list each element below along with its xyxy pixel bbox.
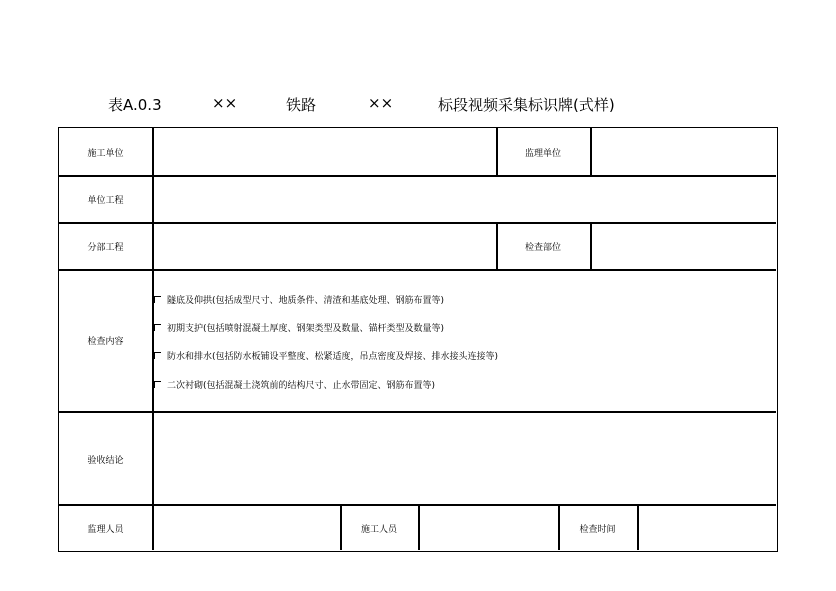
column-divider [418,504,420,550]
checkbox-icon[interactable] [154,352,161,359]
inspection-item-text: 二次衬砌(包括混凝土浇筑前的结构尺寸、止水带固定、钢筋布置等) [167,381,436,391]
title-code: 表A.0.3 [108,96,162,114]
row-divider [59,175,776,177]
row-divider [59,269,776,271]
inspection-item-text: 隧底及仰拱(包括成型尺寸、地质条件、清渣和基底处理、钢筋布置等) [167,296,445,306]
inspection-item-tunnel-floor [154,293,444,306]
checkbox-icon[interactable] [154,381,161,388]
row-divider [59,411,776,413]
inspection-part-label: 检查部位 [524,243,561,253]
inspection-item-text: 防水和排水(包括防水板铺设平整度、松紧适度，吊点密度及焊接、排水接头连接等) [167,352,499,362]
supervision-unit-label: 监理单位 [524,149,561,159]
title-rest: 标段视频采集标识牌(式样) [438,96,615,114]
title-railway: 铁路 [286,96,317,114]
checkbox-icon[interactable] [154,296,161,303]
column-divider [590,128,592,175]
inspection-item-secondary-lining [154,378,435,391]
sub-project-label: 分部工程 [87,243,124,253]
column-divider [590,222,592,269]
signboard-form-table [58,127,778,552]
inspection-item-waterproofing [154,349,498,362]
inspection-time-label: 检查时间 [579,525,616,535]
inspection-content-label: 检查内容 [87,337,124,347]
checkbox-icon[interactable] [154,324,161,331]
inspection-item-initial-support [154,321,444,334]
row-divider [59,222,776,224]
label-column-divider [152,128,154,550]
column-divider [637,504,639,550]
title-placeholder-2: ×× [368,94,394,112]
construction-unit-label: 施工单位 [87,149,124,159]
unit-project-label: 单位工程 [87,196,124,206]
acceptance-conclusion-label: 验收结论 [87,456,124,466]
constructor-label: 施工人员 [360,525,397,535]
inspection-item-text: 初期支护(包括喷射混凝土厚度、钢架类型及数量、锚杆类型及数量等) [167,324,445,334]
title-placeholder-1: ×× [212,94,238,112]
supervisor-label: 监理人员 [87,525,124,535]
